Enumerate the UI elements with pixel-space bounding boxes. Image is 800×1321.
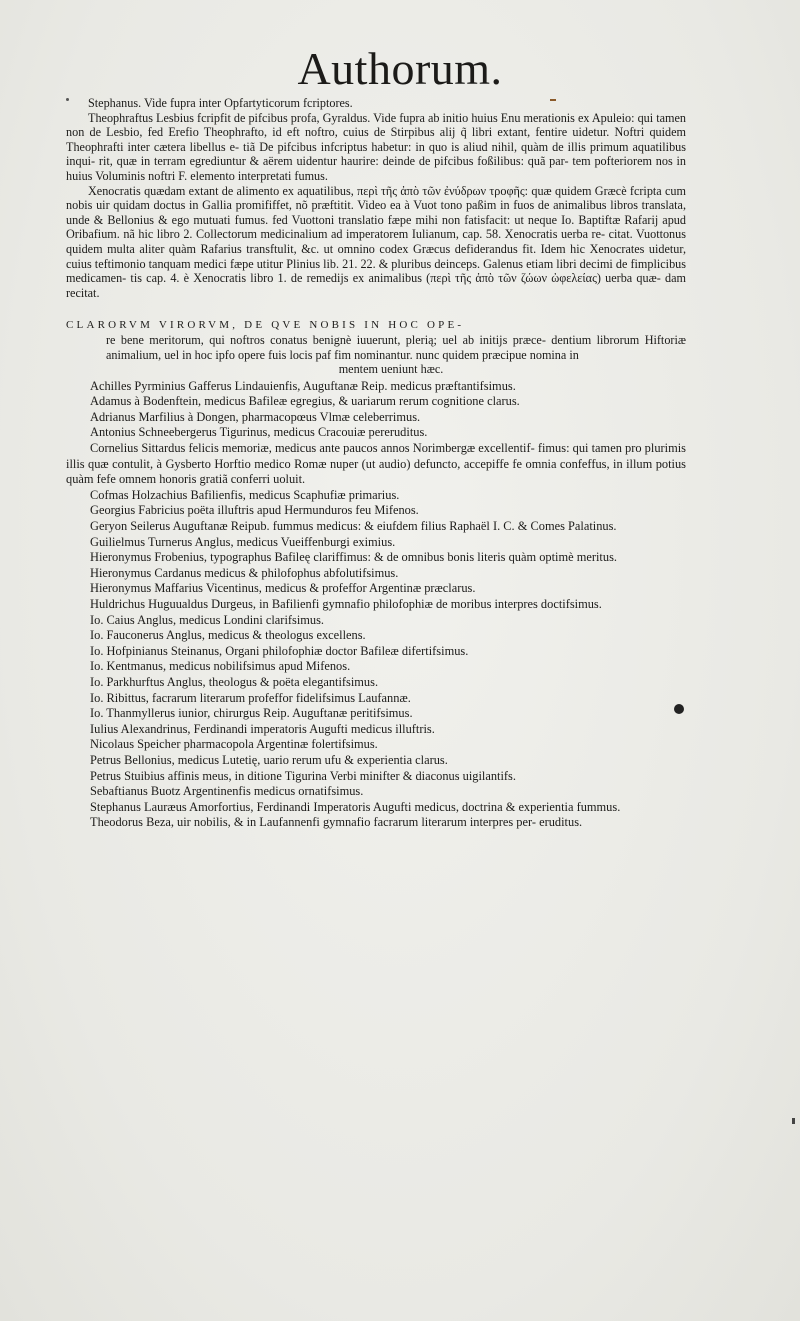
list-item: Georgius Fabricius poëta illuftris apud Hermunduros feu Mifenos. <box>90 503 419 518</box>
list-item: Io. Caius Anglus, medicus Londini clarifsimus. <box>90 612 325 627</box>
page-body <box>66 96 686 831</box>
list-item: Huldrichus Huguualdus Durgeus, in Bafilienfi gymnafio philofophiæ de moribus interpres doctifsimus. <box>90 597 602 611</box>
list-item: Io. Hofpinianus Steinanus, Organi philofophiæ doctor Bafileæ difertifsimus. <box>90 643 469 658</box>
list-item: Io. Ribittus, facrarum literarum profeffor fidelifsimus Laufannæ. <box>90 690 411 705</box>
list-item: Iulius Alexandrinus, Ferdinandi imperatoris Augufti medicus illuftris. <box>90 721 435 736</box>
list-item: Stephanus Lauræus Amorfortius, Ferdinandi Imperatoris Augufti medicus, doctrina & experientia fummus. <box>90 799 621 814</box>
list-item: Nicolaus Speicher pharmacopola Argentinæ folertifsimus. <box>90 737 378 752</box>
list-item: Guilielmus Turnerus Anglus, medicus Vueiffenburgi eximius. <box>90 534 396 549</box>
list-item: Geryon Seilerus Auguftanæ Reipub. fummus medicus: & eiufdem filius Raphaël I. C. & Comes Palatinus. <box>90 519 617 534</box>
heading-caps: CLARORVM VIRORVM, DE QVE NOBIS IN HOC OPE- <box>66 319 465 332</box>
list-item: Adamus à Bodenftein, medicus Bafileæ egregius, & uariarum rerum cognitione clarus. <box>90 394 520 409</box>
paragraph-xenocrates: Xenocratis quædam extant de alimento ex aquatilibus, περὶ τῆς ἀπὸ τῶν ἐνύδρων τροφῆς: quæ quidem Græcè fcripta cum nobis uir quidam doctus in Gallia promififfet, nõ præftitit. Video ea à Vuot tono paßim in fuos de animalibus libros translata, unde & Bellonius & ego mutuati fumus. fed Vuottoni translatio fæpe mihi non fatisfacit: ut neque Io. Baptiftæ Rafarij apud Oribafium. nã hic libro 2. Collectorum medicinalium ad imperatorem Iulianum, cap. 58. Xenocratis uerba re- citat. Vuottonus quidem multa aliter quàm Rafarius transftulit, &c. ut omnino codex Græcus defiderandus fit. Idem hic Xenocrates uidetur, cuius teftimonio tanquam medici fæpe utitur Plinius lib. 21. 22. & pluribus deinceps. Galenus etiam libri decimi de fimplicibus medicamen- tis cap. 4. è Xenocratis libro 1. de remedijs ex animalibus (περὶ τῆς ἀπὸ τῶν ζώων ὠφελείας) uerba quæ- dam recitat. <box>66 183 686 300</box>
page-edge-mark <box>792 1118 795 1124</box>
list-item: Hieronymus Maffarius Vicentinus, medicus & profeffor Argentinæ præclarus. <box>90 581 476 596</box>
list-item: Petrus Stuibius affinis meus, in ditione Tigurina Verbi minifter & diaconus uigilantifs. <box>90 768 516 783</box>
section-heading <box>66 318 686 376</box>
list-item: Io. Thanmyllerus iunior, chirurgus Reip. Auguftanæ peritifsimus. <box>90 706 413 721</box>
list-item: Antonius Schneebergerus Tigurinus, medicus Cracouiæ pereruditus. <box>90 425 428 440</box>
list-item: Petrus Bellonius, medicus Lutetię, uario rerum ufu & experientia clarus. <box>90 752 448 767</box>
heading-continuation: re bene meritorum, qui noftros conatus benignè iuuerunt, plerią; uel ab initijs præce- dentium librorum Hiftoriæ animalium, uel in hoc ipfo opere fuis locis paf fim nominantur. nunc quidem præcipue nomina in <box>106 332 686 362</box>
list-item: Io. Fauconerus Anglus, medicus & theologus excellens. <box>90 628 366 643</box>
paragraph-stephanus: Stephanus. Vide fupra inter Opfartyticorum fcriptores. <box>88 96 353 110</box>
list-item: Hieronymus Frobenius, typographus Bafileę clariffimus: & de omnibus bonis literis quàm optimè meritus. <box>90 550 617 565</box>
contributors-list <box>66 379 686 831</box>
list-item: Sebaftianus Buotz Argentinenfis medicus ornatifsimus. <box>90 784 364 799</box>
page-title: Authorum. <box>297 43 503 94</box>
list-item: Hieronymus Cardanus medicus & philofophus abfolutifsimus. <box>90 565 399 580</box>
list-item: Achilles Pyrminius Gafferus Lindauienfis, Auguftanæ Reip. medicus præftantifsimus. <box>90 378 516 393</box>
list-item: Io. Parkhurftus Anglus, theologus & poëta elegantifsimus. <box>90 674 379 689</box>
list-item: Cornelius Sittardus felicis memoriæ, medicus ante paucos annos Norimbergæ excellentif- fimus: qui tamen pro plurimis illis quæ contulit, à Gysberto Horftio medico Romæ nuper (ut audio) defuncto, accepiffe fe omnia confeffus, in illum potius quàm fefe omnem honoris gratiã conferri uoluit. <box>66 441 686 487</box>
heading-last-line: mentem ueniunt hæc. <box>338 362 444 377</box>
list-item: Theodorus Beza, uir nobilis, & in Laufannenfi gymnafio facrarum literarum interpres per- eruditus. <box>90 815 583 830</box>
list-item: Cofmas Holzachius Bafilienfis, medicus Scaphufiæ primarius. <box>90 487 400 502</box>
paragraph-theophrastus: Theophraftus Lesbius fcripfit de pifcibus profa, Gyraldus. Vide fupra ab initio huius Enu merationis ex Apuleio: qui tamen non de Lesbio, fed Erefio Theophrafto, id eft noftro, cuius de Stirpibus alij q̃ libri extant, fentire uidetur. Noftri quidem Theophrafti inter cætera libellus e- tiã De pifcibus infcriptus habetur: in quo is aliud nihil, quàm de illis primum aquatilibus inqui- rit, quæ in terram egrediuntur & aërem uidentur haurire: deinde de pifcibus foßilibus: quã par- tem pofteriorem nos in huius Voluminis noftri F. elemento interpretati fumus. <box>66 110 686 183</box>
list-item: Adrianus Marfilius à Dongen, pharmacopœus Vlmæ celeberrimus. <box>90 409 421 424</box>
list-item: Io. Kentmanus, medicus nobilifsimus apud Mifenos. <box>90 659 351 674</box>
